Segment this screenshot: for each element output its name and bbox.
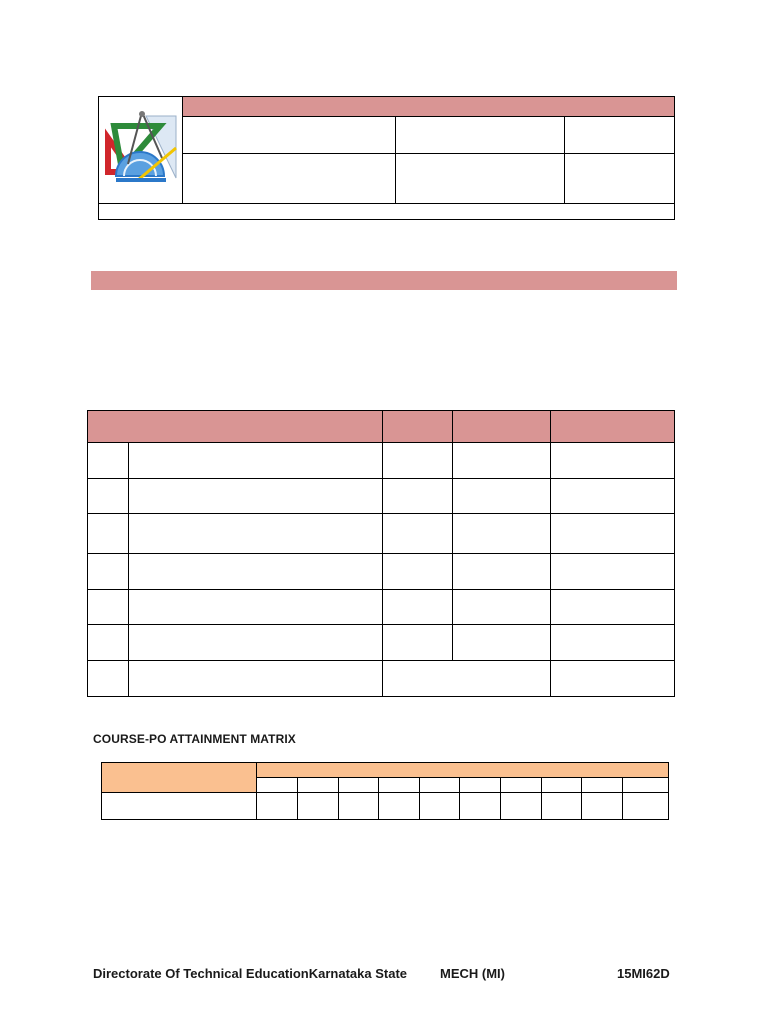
header-footer-row [99, 204, 675, 220]
matrix-header-po [257, 763, 669, 778]
course-table-header-cell [88, 411, 383, 443]
matrix-title: COURSE-PO ATTAINMENT MATRIX [93, 732, 296, 746]
header-cell [183, 117, 396, 154]
footer-directorate: Directorate Of Technical EducationKarnataka State [93, 966, 408, 981]
header-cell [183, 154, 396, 204]
course-table-header-cell [551, 411, 675, 443]
table-row [88, 443, 675, 479]
course-table-header-cell [383, 411, 453, 443]
logo-cell [99, 97, 183, 204]
table-row-total [88, 661, 675, 697]
table-row [88, 590, 675, 625]
table-row [88, 554, 675, 590]
matrix-row [102, 793, 669, 820]
header-cell [565, 117, 675, 154]
section-band [91, 271, 677, 290]
course-po-matrix [101, 762, 669, 820]
course-table-header-cell [453, 411, 551, 443]
table-row [88, 479, 675, 514]
header-cell [565, 154, 675, 204]
header-cell [396, 154, 565, 204]
header-title-bar [183, 97, 675, 117]
table-row [88, 514, 675, 554]
course-table [87, 410, 675, 697]
header-cell [396, 117, 565, 154]
matrix-header-course [102, 763, 257, 793]
table-row [88, 625, 675, 661]
footer-course-code: 15MI62D [617, 966, 670, 981]
drafting-instruments-logo-icon [102, 108, 180, 188]
footer-department: MECH (MI) [440, 966, 505, 981]
header-table [98, 96, 675, 220]
